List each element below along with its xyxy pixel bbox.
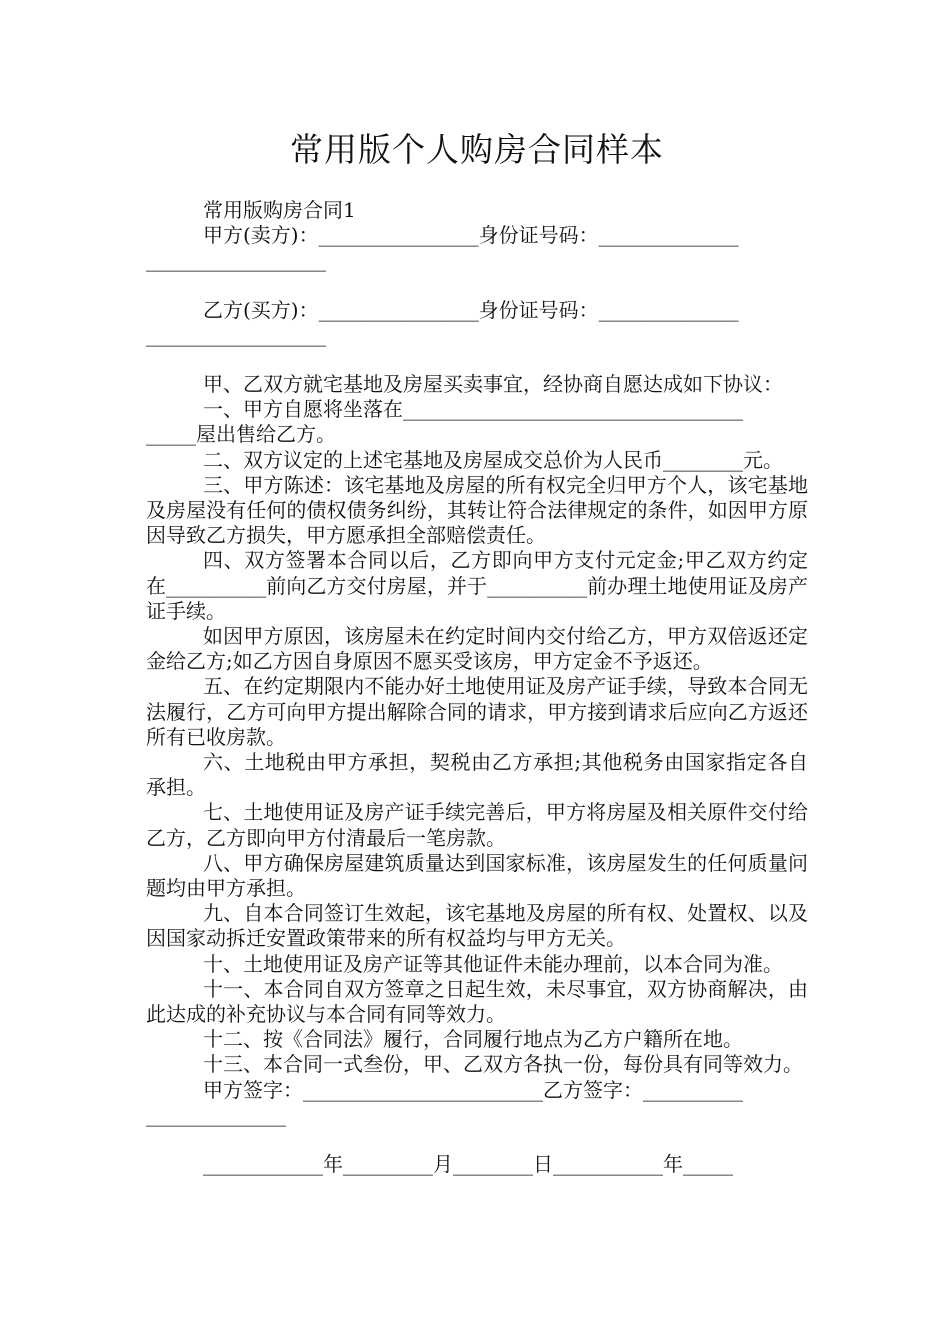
clause-12: 十二、按《合同法》履行，合同履行地点为乙方户籍所在地。 bbox=[203, 1027, 743, 1052]
party-a-line: 甲方(卖方)：________________身份证号码：______________ bbox=[203, 223, 739, 248]
party-b-line: 乙方(买方)：________________身份证号码：______________ bbox=[203, 297, 739, 322]
clause-2: 二、双方议定的上述宅基地及房屋成交总价为人民币________元。 bbox=[203, 447, 783, 472]
clause-5: 五、在约定期限内不能办好土地使用证及房产证手续，导致本合同无法履行，乙方可向甲方提出解除合同的请求，甲方接到请求后应向乙方返还所有已收房款。 bbox=[146, 674, 808, 749]
clause-6: 六、土地税由甲方承担，契税由乙方承担;其他税务由国家指定各自承担。 bbox=[146, 750, 808, 800]
spacer bbox=[146, 274, 808, 298]
document-title: 常用版个人购房合同样本 bbox=[290, 130, 664, 169]
clause-7: 七、土地使用证及房产证手续完善后，甲方将房屋及相关原件交付给乙方，乙方即向甲方付清最后一笔房款。 bbox=[146, 800, 808, 850]
contract-subtitle: 常用版购房合同1 bbox=[203, 198, 356, 222]
party-a-id-continuation: __________________ bbox=[146, 248, 326, 273]
clause-9: 九、自本合同签订生效起，该宅基地及房屋的所有权、处置权、以及因国家动拆迁安置政策带来的所有权益均与甲方无关。 bbox=[146, 901, 808, 951]
clause-10: 十、土地使用证及房产证等其他证件未能办理前，以本合同为准。 bbox=[203, 951, 783, 976]
spacer bbox=[146, 1128, 808, 1152]
clause-4: 四、双方签署本合同以后，乙方即向甲方支付元定金;甲乙双方约定在__________前向乙方交付房屋，并于__________前办理土地使用证及房产证手续。 bbox=[146, 548, 808, 623]
clause-1: 一、甲方自愿将坐落在__________________________________ bbox=[203, 397, 743, 422]
agreement-intro: 甲、乙双方就宅基地及房屋买卖事宜，经协商自愿达成如下协议： bbox=[203, 371, 783, 396]
signature-line: 甲方签字：________________________乙方签字：__________ bbox=[203, 1077, 743, 1102]
clause-11: 十一、本合同自双方签章之日起生效，未尽事宜，双方协商解决，由此达成的补充协议与本合同有同等效力。 bbox=[146, 976, 808, 1027]
clause-3: 三、甲方陈述：该宅基地及房屋的所有权完全归甲方个人，该宅基地及房屋没有任何的债权债务纠纷，其转让符合法律规定的条件，如因甲方原因导致乙方损失，甲方愿承担全部赔偿责任。 bbox=[146, 472, 808, 548]
date-line: ____________年_________月________日___________年_____ bbox=[203, 1152, 733, 1177]
clause-8: 八、甲方确保房屋建筑质量达到国家标准，该房屋发生的任何质量问题均由甲方承担。 bbox=[146, 850, 808, 901]
spacer bbox=[146, 348, 808, 372]
party-b-id-continuation: __________________ bbox=[146, 322, 326, 347]
signature-continuation: ______________ bbox=[146, 1102, 286, 1127]
clause-13: 十三、本合同一式叁份，甲、乙双方各执一份，每份具有同等效力。 bbox=[203, 1052, 803, 1077]
document-body bbox=[146, 198, 808, 1177]
clause-1-continuation: _____屋出售给乙方。 bbox=[146, 422, 336, 447]
clause-4-supplement: 如因甲方原因，该房屋未在约定时间内交付给乙方，甲方双倍返还定金给乙方;如乙方因自身原因不愿买受该房，甲方定金不予返还。 bbox=[146, 624, 808, 674]
